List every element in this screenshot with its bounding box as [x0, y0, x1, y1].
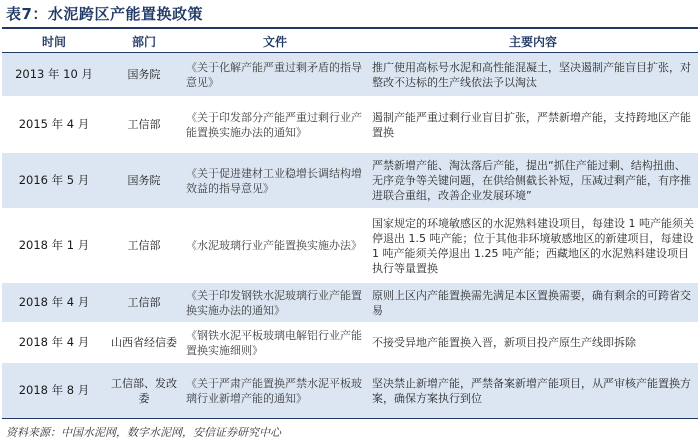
source-note: 资料来源：中国水泥网，数字水泥网，安信证券研究中心	[6, 426, 281, 439]
cell-content: 推广使用高标号水泥和高性能混凝土，坚决遏制产能盲目扩张，对整改不达标的生产线依法予以淘汰	[368, 53, 698, 97]
table-row	[2, 53, 698, 97]
cell-doc: 《关于促进建材工业稳增长调结构增效益的指导意见》	[182, 153, 368, 209]
cell-time: 2018 年 4 月	[2, 323, 106, 363]
cell-dept: 工信部	[106, 209, 182, 283]
cell-dept: 工信部、发改委	[106, 363, 182, 419]
cell-content: 不接受异地产能置换入晋，新项目投产原生产线即拆除	[368, 323, 698, 363]
cell-time: 2015 年 4 月	[2, 97, 106, 153]
cell-dept: 工信部	[106, 97, 182, 153]
table-row	[2, 153, 698, 209]
cell-doc: 《关于化解产能严重过剩矛盾的指导意见》	[182, 53, 368, 97]
cell-time: 2013 年 10 月	[2, 53, 106, 97]
table-row	[2, 97, 698, 153]
cell-time: 2018 年 4 月	[2, 283, 106, 323]
header-content: 主要内容	[368, 30, 698, 53]
header-doc: 文件	[182, 30, 368, 53]
cell-content: 遏制产能严重过剩行业盲目扩张，严禁新增产能，支持跨地区产能置换	[368, 97, 698, 153]
policy-table	[2, 30, 698, 419]
cell-doc: 《关于印发部分产能严重过剩行业产能置换实施办法的通知》	[182, 97, 368, 153]
table-row	[2, 209, 698, 283]
cell-doc: 《钢铁水泥平板玻璃电解铝行业产能置换实施细则》	[182, 323, 368, 363]
table-row	[2, 283, 698, 323]
table-row	[2, 323, 698, 363]
title-rule	[2, 27, 698, 29]
cell-content: 严禁新增产能、淘汰落后产能，提出“抓住产能过剩、结构扭曲、无序竞争等关键问题，在供给侧截长补短，压减过剩产能，有序推进联合重组，改善企业发展环境”	[368, 153, 698, 209]
header-row	[2, 30, 698, 53]
header-dept: 部门	[106, 30, 182, 53]
cell-content: 原则上区内产能置换需先满足本区置换需要，确有剩余的可跨省交易	[368, 283, 698, 323]
cell-doc: 《关于印发钢铁水泥玻璃行业产能置换实施办法的通知》	[182, 283, 368, 323]
cell-time: 2018 年 1 月	[2, 209, 106, 283]
cell-time: 2018 年 8 月	[2, 363, 106, 419]
cell-dept: 国务院	[106, 153, 182, 209]
cell-dept: 工信部	[106, 283, 182, 323]
cell-doc: 《水泥玻璃行业产能置换实施办法》	[182, 209, 368, 283]
cell-doc: 《关于严肃产能置换严禁水泥平板玻璃行业新增产能的通知》	[182, 363, 368, 419]
table-row	[2, 363, 698, 419]
header-time: 时间	[2, 30, 106, 53]
table-title: 表7：水泥跨区产能置换政策	[6, 5, 203, 23]
cell-content: 坚决禁止新增产能，严禁备案新增产能项目，从严审核产能置换方案，确保方案执行到位	[368, 363, 698, 419]
cell-dept: 山西省经信委	[106, 323, 182, 363]
cell-content: 国家规定的环境敏感区的水泥熟料建设项目，每建设 1 吨产能须关停退出 1.5 吨产能；位于其他非环境敏感地区的新建项目，每建设 1 吨产能须关停退出 1.25 吨产能；西藏地区的水泥熟料建设项目执行等量置换	[368, 209, 698, 283]
cell-dept: 国务院	[106, 53, 182, 97]
cell-time: 2016 年 5 月	[2, 153, 106, 209]
